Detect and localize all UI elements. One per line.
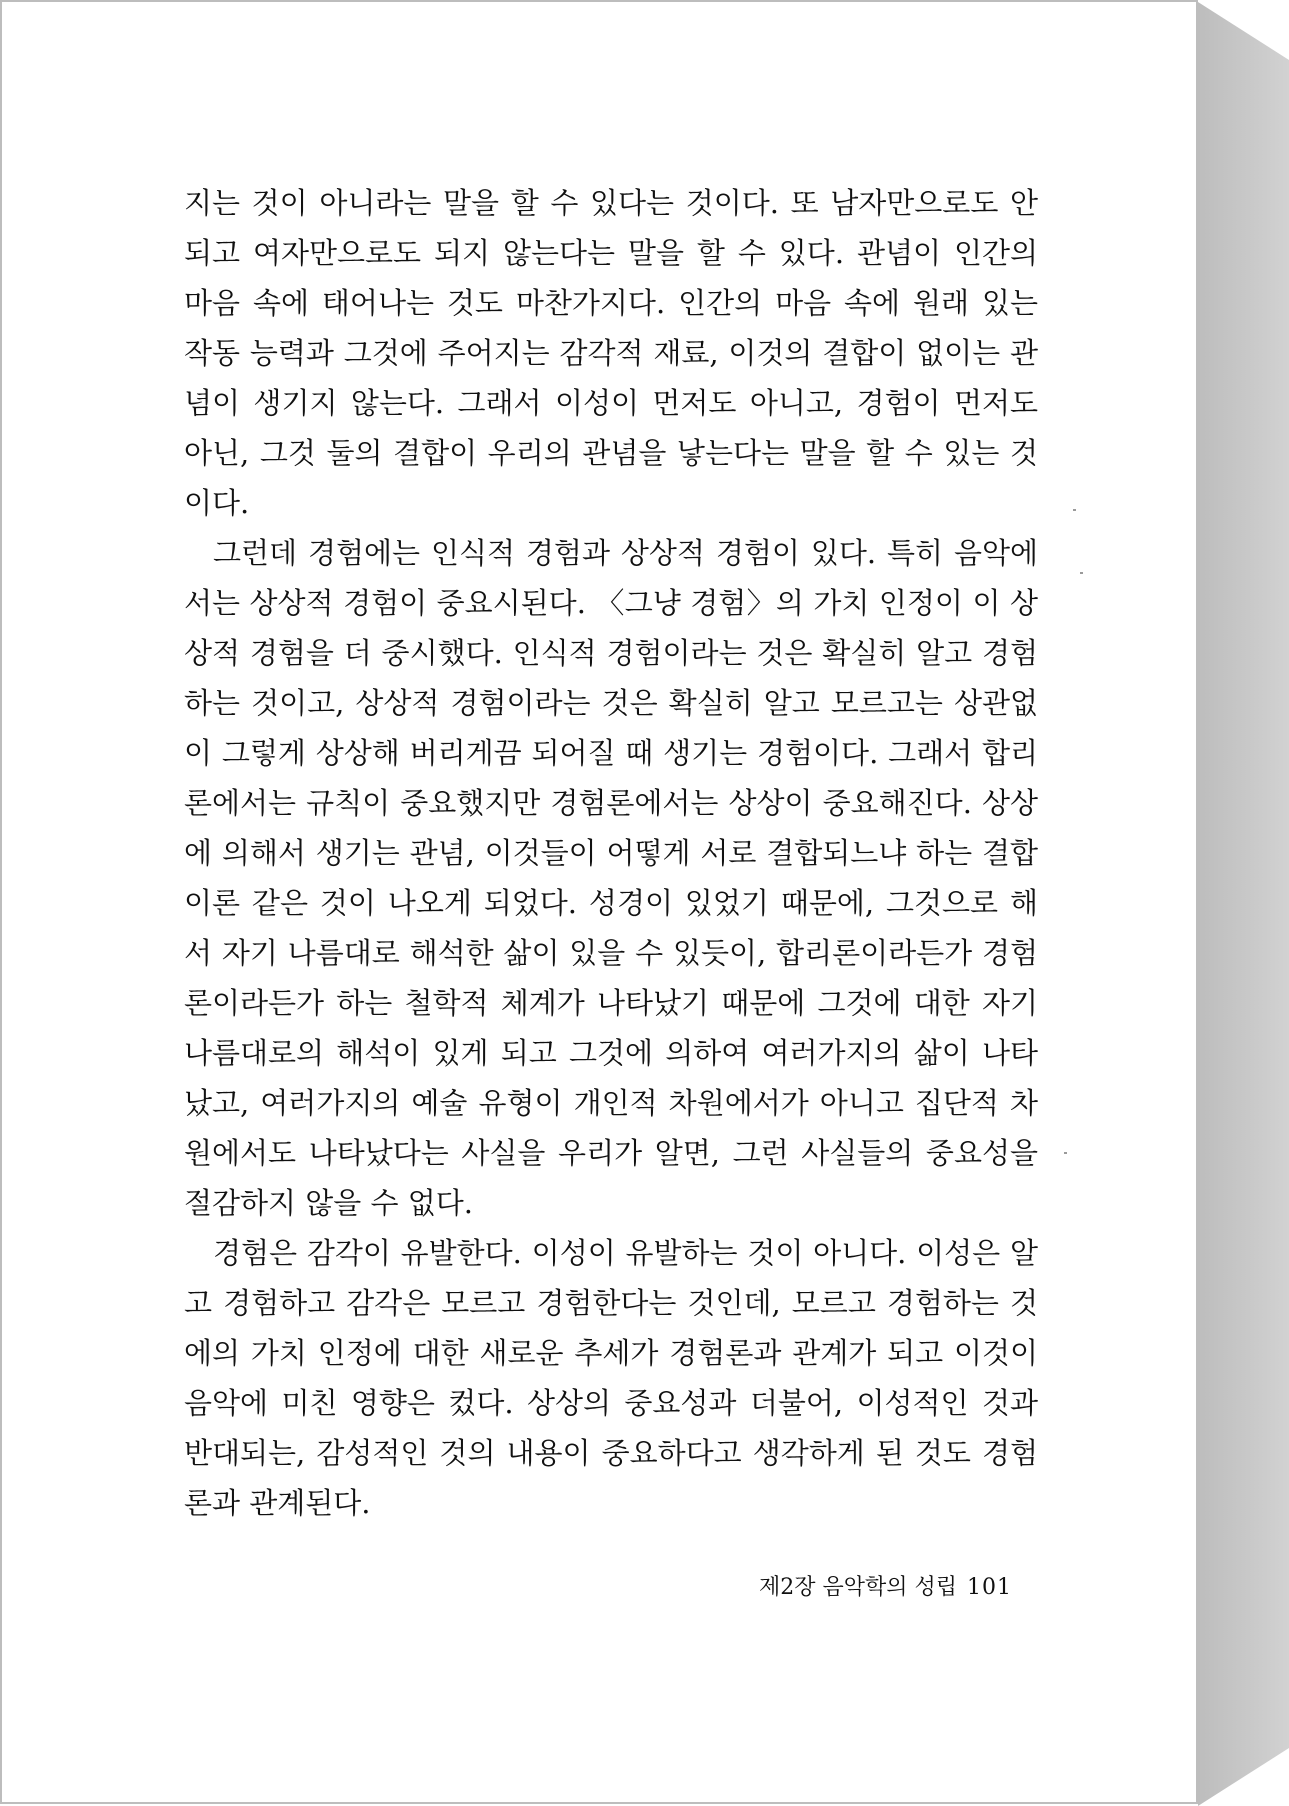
paragraph-2: 그런데 경험에는 인식적 경험과 상상적 경험이 있다. 특히 음악에서는 상상적 경험이 중요시된다. 〈그냥 경험〉의 가치 인정이 이 상상적 경험을 더 중시했다. 인식적 경험이라는 것은 확실히 알고 경험하는 것이고, 상상적 경험이라는 것은 확실히 알고 모르고는 상관없이 그렇게 상상해 버리게끔 되어질 때 생기는 경험이다. 그래서 합리론에서는 규칙이 중요했지만 경험론에서는 상상이 중요해진다. 상상에 의해서 생기는 관념, 이것들이 어떻게 서로 결합되느냐 하는 결합이론 같은 것이 나오게 되었다. 성경이 있었기 때문에, 그것으로 해서 자기 나름대로 해석한 삶이 있을 수 있듯이, 합리론이라든가 경험론이라든가 하는 철학적 체계가 나타났기 때문에 그것에 대한 자기 나름대로의 해석이 있게 되고 그것에 의하여 여러가지의 삶이 나타났고, 여러가지의 예술 유형이 개인적 차원에서가 아니고 집단적 차원에서도 나타났다는 사실을 우리가 알면, 그런 사실들의 중요성을 절감하지 않을 수 없다. <box>184 536 1038 1220</box>
body-text <box>184 178 1038 1528</box>
running-footer <box>702 1570 1012 1601</box>
chapter-title: 제2장 음악학의 성립 <box>759 1575 957 1600</box>
paragraph-3: 경험은 감각이 유발한다. 이성이 유발하는 것이 아니다. 이성은 알고 경험하고 감각은 모르고 경험한다는 것인데, 모르고 경험하는 것에의 가치 인정에 대한 새로운 추세가 경험론과 관계가 되고 이것이 음악에 미친 영향은 컸다. 상상의 중요성과 더불어, 이성적인 것과 반대되는, 감성적인 것의 내용이 중요하다고 생각하게 된 것도 경험론과 관계된다. <box>184 1236 1038 1520</box>
scan-speck <box>1064 1152 1067 1154</box>
page-number: 101 <box>967 1575 1012 1600</box>
paragraph-1: 지는 것이 아니라는 말을 할 수 있다는 것이다. 또 남자만으로도 안 되고 여자만으로도 되지 않는다는 말을 할 수 있다. 관념이 인간의 마음 속에 태어나는 것도 마찬가지다. 인간의 마음 속에 원래 있는 작동 능력과 그것에 주어지는 감각적 재료, 이것의 결합이 없이는 관념이 생기지 않는다. 그래서 이성이 먼저도 아니고, 경험이 먼저도 아닌, 그것 둘의 결합이 우리의 관념을 낳는다는 말을 할 수 있는 것이다. <box>184 186 1038 520</box>
page-edge-shadow <box>1198 2 1289 1806</box>
scan-speck <box>1080 572 1083 574</box>
scan-speck <box>1073 509 1076 511</box>
